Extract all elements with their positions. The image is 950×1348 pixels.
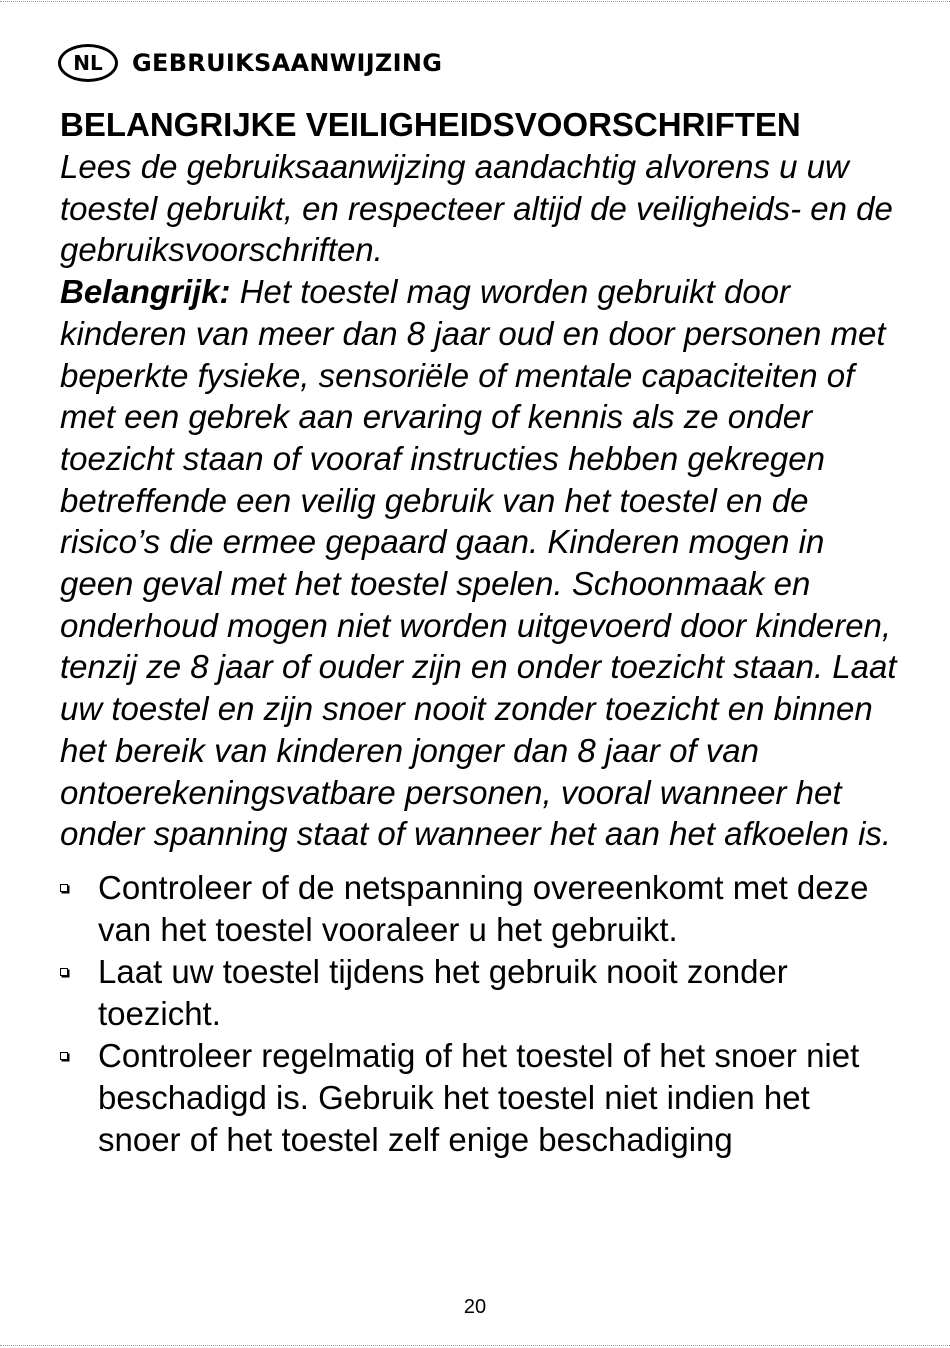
page-top-border bbox=[0, 1, 950, 2]
language-badge: NL bbox=[58, 44, 118, 82]
bullet-text: Laat uw toestel tijdens het gebruik nooit zonder toezicht. bbox=[98, 952, 788, 1032]
bullet-text: Controleer of de netspanning overeenkomt met deze van het toestel vooraleer u het gebruikt. bbox=[98, 868, 869, 948]
manual-title: GEBRUIKSAANWIJZING bbox=[132, 49, 443, 77]
page-header bbox=[58, 42, 442, 84]
intro-paragraph bbox=[60, 146, 900, 855]
page-bottom-border bbox=[0, 1345, 950, 1346]
main-content bbox=[60, 104, 900, 1161]
bullet-text: Controleer regelmatig of het toestel of het snoer niet beschadigd is. Gebruik het toestel niet indien het snoer of het toestel zelf enige beschadiging bbox=[98, 1036, 860, 1158]
important-text: Het toestel mag worden gebruikt door kinderen van meer dan 8 jaar oud en door personen met beperkte fysieke, sensoriële of mentale capaciteiten of met een gebrek aan ervaring of kennis als ze onder toezicht staan of vooraf instructies hebben gekregen betreffende een veilig gebruik van het toestel en de risico’s die ermee gepaard gaan. Kinderen mogen in geen geval met het toestel spelen. Schoonmaak en onderhoud mogen niet worden uitgevoerd door kinderen, tenzij ze 8 jaar of ouder zijn en onder toezicht staan. Laat uw toestel en zijn snoer nooit zonder toezicht en binnen het bereik van kinderen jonger dan 8 jaar of van ontoerekeningsvatbare personen, vooral wanneer het onder spanning staat of wanneer het aan het afkoelen is. bbox=[60, 273, 897, 853]
checkbox-bullet-icon bbox=[60, 884, 68, 892]
intro-text: Lees de gebruiksaanwijzing aandachtig alvorens u uw toestel gebruikt, en respecteer altijd de veiligheids- en de gebruiksvoorschriften. bbox=[60, 148, 893, 269]
safety-bullet-list bbox=[60, 867, 900, 1161]
important-label: Belangrijk: bbox=[60, 273, 231, 311]
list-item bbox=[60, 1035, 900, 1161]
list-item bbox=[60, 867, 900, 951]
checkbox-bullet-icon bbox=[60, 1052, 68, 1060]
section-heading: BELANGRIJKE VEILIGHEIDSVOORSCHRIFTEN bbox=[60, 106, 801, 143]
checkbox-bullet-icon bbox=[60, 968, 68, 976]
list-item bbox=[60, 951, 900, 1035]
page-number: 20 bbox=[463, 1296, 487, 1318]
